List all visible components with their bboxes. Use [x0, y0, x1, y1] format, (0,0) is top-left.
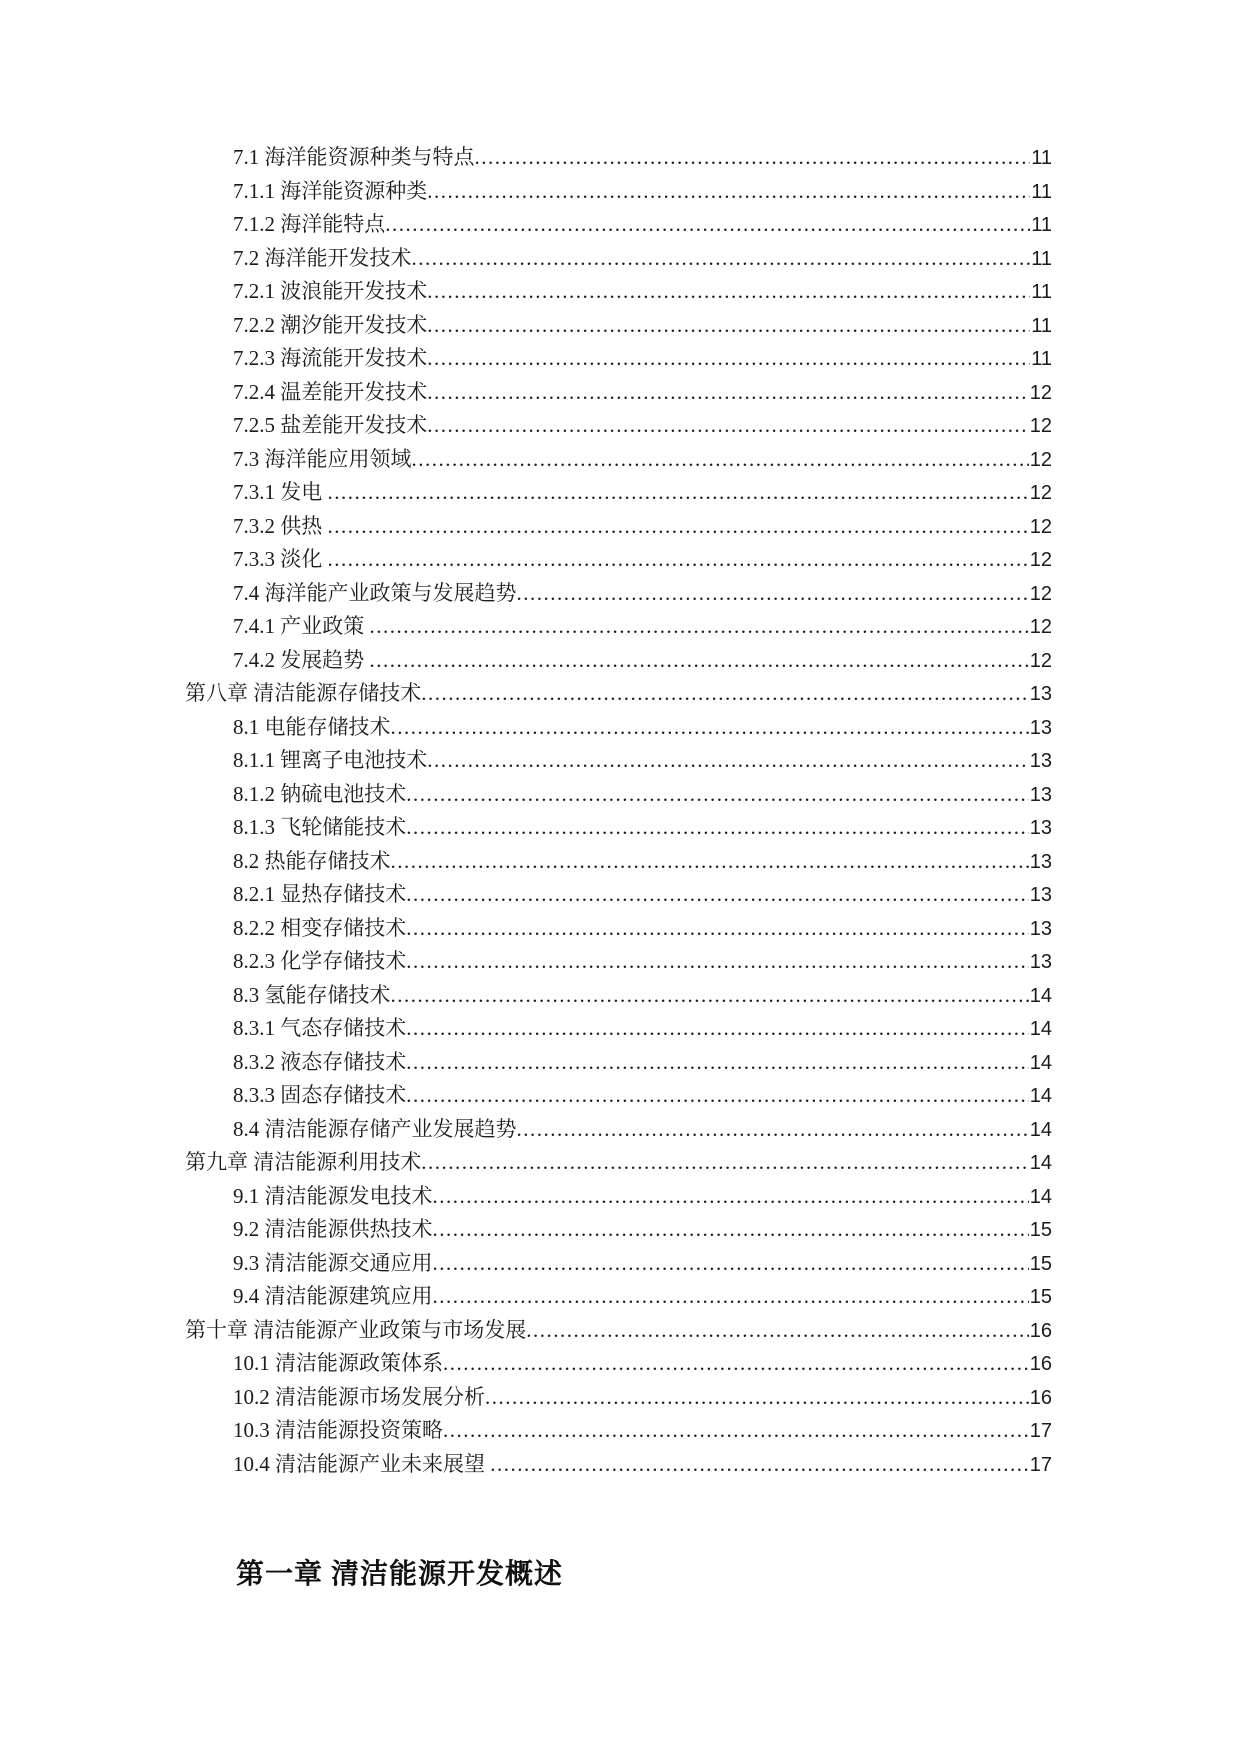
toc-entry — [185, 1347, 1052, 1381]
toc-entry-label: 7.4 海洋能产业政策与发展趋势 — [233, 580, 517, 605]
toc-page-number: 16 — [1029, 1386, 1052, 1409]
toc-leader-dots — [443, 1347, 1029, 1380]
toc-leader-dots — [406, 811, 1029, 844]
toc-entry-label: 7.3.3 淡化 — [233, 547, 328, 571]
toc-leader-dots — [443, 1414, 1029, 1447]
toc-entry-label: 第八章 清洁能源存储技术 — [185, 681, 422, 705]
toc-entry-label: 7.3.1 发电 — [233, 480, 328, 504]
toc-page-number: 12 — [1029, 448, 1052, 471]
toc-leader-dots — [412, 242, 1031, 275]
toc-page-number: 11 — [1031, 147, 1052, 169]
toc-leader-dots — [391, 711, 1029, 744]
toc-entry — [185, 577, 1052, 611]
toc-leader-dots — [421, 677, 1029, 710]
toc-leader-dots — [517, 577, 1029, 610]
toc-page-number: 13 — [1029, 817, 1052, 839]
toc-page-number: 11 — [1031, 348, 1052, 370]
toc-page-number: 13 — [1029, 951, 1052, 973]
toc-leader-dots — [485, 1381, 1029, 1414]
toc-leader-dots — [391, 845, 1029, 878]
toc-entry — [185, 476, 1052, 510]
toc-leader-dots — [433, 1213, 1029, 1246]
toc-entry-label: 9.1 清洁能源发电技术 — [233, 1183, 433, 1208]
toc-leader-dots — [433, 1247, 1029, 1280]
toc-entry — [185, 1113, 1052, 1147]
toc-page-number: 12 — [1029, 482, 1052, 504]
toc-leader-dots — [427, 342, 1030, 375]
toc-page-number: 14 — [1029, 1018, 1052, 1040]
toc-leader-dots — [370, 610, 1029, 643]
toc-page-number: 13 — [1029, 750, 1052, 772]
toc-leader-dots — [412, 443, 1029, 476]
toc-entry-label: 8.3.1 气态存储技术 — [233, 1016, 407, 1040]
toc-entry — [185, 208, 1052, 242]
toc-leader-dots — [385, 208, 1030, 241]
toc-entry-label: 8.3.2 液态存储技术 — [233, 1049, 407, 1074]
toc-page-number: 15 — [1029, 1286, 1052, 1308]
toc-entry — [185, 409, 1052, 443]
toc-leader-dots — [328, 510, 1029, 543]
toc-entry — [185, 778, 1052, 812]
toc-leader-dots — [526, 1314, 1029, 1347]
toc-leader-dots — [328, 543, 1029, 576]
toc-entry — [185, 1448, 1052, 1482]
toc-entry-label: 8.3 氢能存储技术 — [233, 982, 391, 1007]
toc-entry-label: 8.2.3 化学存储技术 — [233, 949, 407, 973]
toc-entry — [185, 744, 1052, 778]
toc-leader-dots — [391, 979, 1029, 1012]
toc-page-number: 11 — [1031, 247, 1052, 270]
toc-page-number: 12 — [1029, 515, 1052, 538]
toc-page-number: 13 — [1029, 850, 1052, 873]
toc-entry — [185, 1414, 1052, 1448]
toc-page-number: 15 — [1029, 1252, 1052, 1275]
toc-entry-label: 8.1.1 锂离子电池技术 — [233, 748, 428, 772]
toc-entry-label: 7.1.1 海洋能资源种类 — [233, 178, 428, 203]
toc-entry — [185, 945, 1052, 979]
toc-entry-label: 9.4 清洁能源建筑应用 — [233, 1284, 433, 1308]
toc-leader-dots — [427, 309, 1030, 342]
toc-leader-dots — [406, 878, 1029, 911]
toc-page-number: 11 — [1031, 180, 1052, 203]
toc-entry — [185, 878, 1052, 912]
toc-entry — [185, 242, 1052, 276]
toc-entry — [185, 1079, 1052, 1113]
toc-leader-dots — [433, 1280, 1029, 1313]
toc-entry-label: 8.2 热能存储技术 — [233, 848, 391, 873]
toc-entry — [185, 1146, 1052, 1180]
toc-entry — [185, 979, 1052, 1013]
toc-page-number: 14 — [1029, 1118, 1052, 1141]
toc-page-number: 12 — [1029, 616, 1052, 638]
toc-entry — [185, 342, 1052, 376]
toc-leader-dots — [406, 1012, 1029, 1045]
toc-leader-dots — [421, 1146, 1029, 1179]
toc-entry-label: 第九章 清洁能源利用技术 — [185, 1150, 422, 1174]
toc-entry-label: 7.1 海洋能资源种类与特点 — [233, 145, 475, 169]
toc-entry — [185, 912, 1052, 946]
toc-entry — [185, 1314, 1052, 1348]
toc-entry-label: 7.2.1 波浪能开发技术 — [233, 279, 428, 303]
toc-leader-dots — [475, 141, 1031, 174]
toc-entry-label: 7.2 海洋能开发技术 — [233, 245, 412, 270]
toc-entry-label: 8.3.3 固态存储技术 — [233, 1083, 407, 1107]
toc-page-number: 13 — [1029, 716, 1052, 739]
toc-page-number: 12 — [1029, 415, 1052, 437]
toc-entry — [185, 644, 1052, 678]
toc-page-number: 12 — [1029, 582, 1052, 605]
toc-entry-label: 10.1 清洁能源政策体系 — [233, 1351, 443, 1375]
toc-entry-label: 7.3.2 供热 — [233, 513, 328, 538]
toc-entry — [185, 275, 1052, 309]
toc-entry-label: 7.4.2 发展趋势 — [233, 647, 370, 672]
toc-page-number: 17 — [1029, 1453, 1052, 1476]
toc-leader-dots — [490, 1448, 1029, 1481]
toc-entry — [185, 610, 1052, 644]
toc-entry-label: 7.2.4 温差能开发技术 — [233, 379, 428, 404]
toc-entry — [185, 309, 1052, 343]
toc-leader-dots — [427, 175, 1030, 208]
toc-page-number: 11 — [1031, 281, 1052, 303]
toc-page-number: 17 — [1029, 1420, 1052, 1442]
toc-leader-dots — [406, 945, 1029, 978]
toc-entry — [185, 543, 1052, 577]
table-of-contents — [185, 141, 1052, 1481]
toc-leader-dots — [406, 912, 1029, 945]
toc-page-number: 12 — [1029, 381, 1052, 404]
toc-entry-label: 7.2.2 潮汐能开发技术 — [233, 312, 428, 337]
toc-entry-label: 8.2.1 显热存储技术 — [233, 882, 407, 906]
toc-leader-dots — [427, 275, 1030, 308]
toc-leader-dots — [517, 1113, 1029, 1146]
toc-entry — [185, 1213, 1052, 1247]
toc-entry-label: 10.2 清洁能源市场发展分析 — [233, 1384, 485, 1409]
toc-leader-dots — [406, 778, 1029, 811]
toc-entry — [185, 1180, 1052, 1214]
toc-leader-dots — [433, 1180, 1029, 1213]
toc-entry — [185, 811, 1052, 845]
toc-page-number: 13 — [1029, 917, 1052, 940]
toc-entry — [185, 1280, 1052, 1314]
toc-leader-dots — [427, 376, 1029, 409]
toc-entry — [185, 141, 1052, 175]
toc-page-number: 11 — [1031, 214, 1052, 236]
toc-entry — [185, 1046, 1052, 1080]
toc-leader-dots — [328, 476, 1029, 509]
toc-entry — [185, 376, 1052, 410]
toc-page-number: 16 — [1029, 1353, 1052, 1375]
toc-entry-label: 10.4 清洁能源产业未来展望 — [233, 1451, 491, 1476]
toc-entry-label: 8.1 电能存储技术 — [233, 714, 391, 739]
toc-leader-dots — [370, 644, 1029, 677]
toc-entry — [185, 1012, 1052, 1046]
toc-page-number: 14 — [1029, 1085, 1052, 1107]
toc-entry — [185, 175, 1052, 209]
chapter-heading: 第一章 清洁能源开发概述 — [236, 1559, 564, 1590]
toc-entry-label: 第十章 清洁能源产业政策与市场发展 — [185, 1317, 527, 1342]
toc-entry-label: 8.4 清洁能源存储产业发展趋势 — [233, 1116, 517, 1141]
toc-leader-dots — [406, 1079, 1029, 1112]
toc-page-number: 12 — [1029, 649, 1052, 672]
toc-page-number: 13 — [1029, 683, 1052, 705]
toc-entry — [185, 443, 1052, 477]
toc-page-number: 14 — [1029, 1152, 1052, 1174]
toc-entry-label: 8.1.2 钠硫电池技术 — [233, 781, 407, 806]
toc-page-number: 11 — [1031, 314, 1052, 337]
toc-entry — [185, 1381, 1052, 1415]
toc-page-number: 14 — [1029, 984, 1052, 1007]
toc-page-number: 14 — [1029, 1051, 1052, 1074]
toc-entry — [185, 845, 1052, 879]
toc-entry-label: 9.2 清洁能源供热技术 — [233, 1217, 433, 1241]
toc-entry-label: 8.2.2 相变存储技术 — [233, 915, 407, 940]
toc-entry-label: 7.4.1 产业政策 — [233, 614, 370, 638]
toc-entry — [185, 1247, 1052, 1281]
toc-leader-dots — [427, 744, 1029, 777]
toc-page-number: 13 — [1029, 884, 1052, 906]
toc-entry-label: 7.1.2 海洋能特点 — [233, 212, 386, 236]
toc-page-number: 12 — [1029, 549, 1052, 571]
toc-leader-dots — [427, 409, 1029, 442]
toc-page-number: 14 — [1029, 1185, 1052, 1208]
toc-page-number: 15 — [1029, 1219, 1052, 1241]
toc-entry-label: 7.2.5 盐差能开发技术 — [233, 413, 428, 437]
toc-entry — [185, 711, 1052, 745]
toc-entry-label: 10.3 清洁能源投资策略 — [233, 1418, 443, 1442]
toc-page-number: 16 — [1029, 1319, 1052, 1342]
toc-entry — [185, 510, 1052, 544]
toc-entry-label: 8.1.3 飞轮储能技术 — [233, 815, 407, 839]
toc-entry-label: 7.3 海洋能应用领域 — [233, 446, 412, 471]
toc-entry-label: 7.2.3 海流能开发技术 — [233, 346, 428, 370]
toc-entry-label: 9.3 清洁能源交通应用 — [233, 1250, 433, 1275]
toc-entry — [185, 677, 1052, 711]
toc-leader-dots — [406, 1046, 1029, 1079]
toc-page-number: 13 — [1029, 783, 1052, 806]
